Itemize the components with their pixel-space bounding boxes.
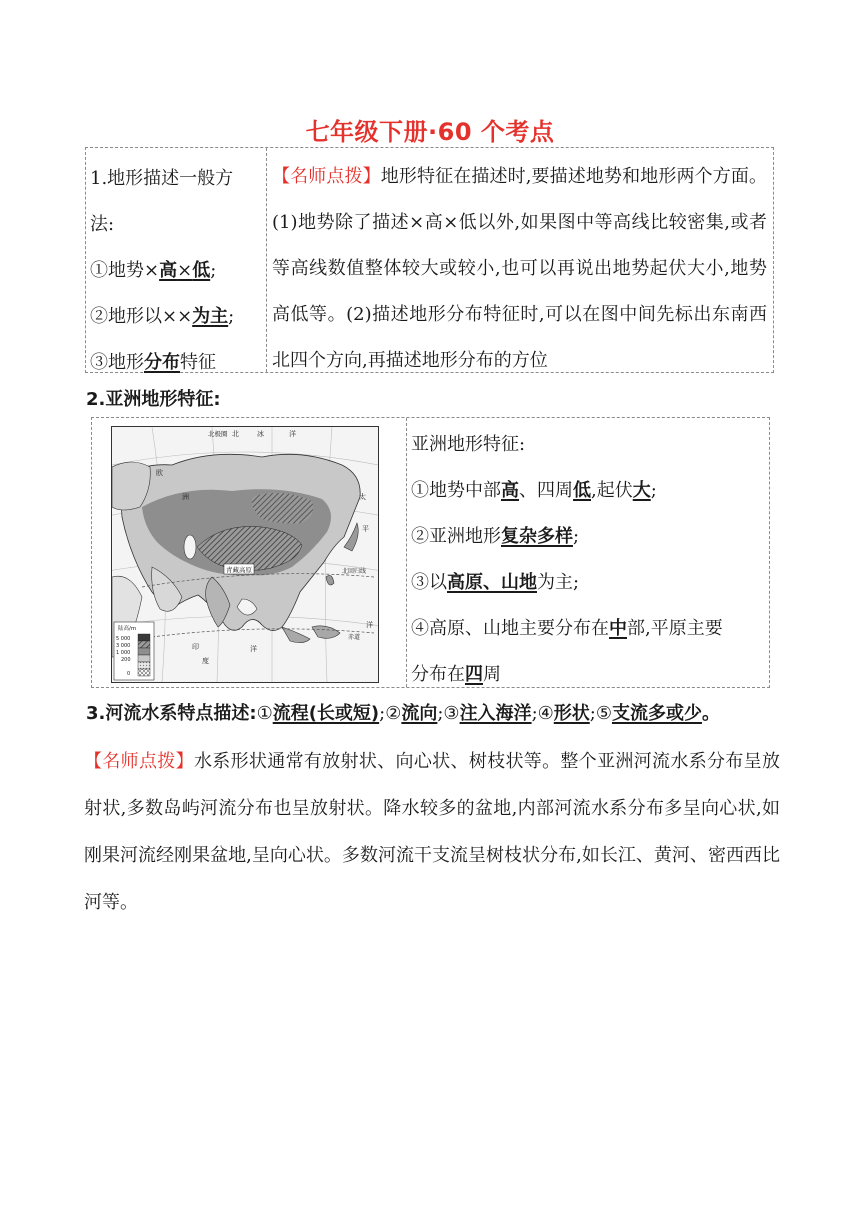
asia-features-cell — [407, 418, 769, 687]
method-line-2: 法: — [90, 214, 115, 235]
legend-value-0: 0 — [127, 671, 131, 677]
method-item-1: ①地势×高×低; — [90, 260, 217, 281]
feature-2: ②亚洲地形复杂多样; — [411, 526, 580, 547]
map-label-europe: 欧 — [156, 469, 163, 477]
section-3-heading: 3.河流水系特点描述: — [86, 703, 257, 724]
method-cell — [86, 148, 267, 372]
method-item-2: ②地形以××为主; — [90, 306, 235, 327]
map-label-indian-3: 洋 — [250, 645, 257, 653]
section-2-heading: 2.亚洲地形特征: — [86, 389, 221, 410]
map-label-continent: 洲 — [182, 493, 189, 501]
legend-value-200: 200 — [121, 657, 131, 663]
legend-title: 陆高/m — [118, 626, 137, 632]
method-line-1: 1.地形描述一般方 — [90, 168, 234, 189]
tip-cell — [267, 148, 773, 372]
map-label-arctic-circle: 北极圈 — [208, 430, 228, 438]
map-label-indian-2: 度 — [202, 657, 209, 665]
map-legend — [114, 622, 154, 680]
map-label-pacific-3: 洋 — [366, 621, 373, 629]
legend-value-5000: 5 000 — [116, 636, 131, 642]
feature-3: ③以高原、山地为主; — [411, 572, 580, 593]
river-tip-paragraph — [84, 738, 780, 926]
answer-high: 高 — [159, 260, 178, 281]
map-label-pacific-1: 太 — [359, 493, 366, 501]
feature-4-cont: 分布在四周 — [411, 664, 501, 685]
map-label-equator: 赤道 — [348, 634, 361, 641]
asia-terrain-map — [111, 426, 379, 683]
river-tip-text: 水系形状通常有放射状、向心状、树枝状等。整个亚洲河流水系分布呈放射状,多数岛屿河流分布也呈放射状。降水较多的盆地,内部河流水系分布多呈向心状,如刚果河流经刚果盆地,呈向心状。多数河流干支流呈树枝状分布,如长江、黄河、密西西比河等。 — [84, 751, 781, 913]
map-label-north-1: 北 — [232, 430, 239, 438]
map-label-north-3: 洋 — [289, 430, 296, 438]
legend-value-3000: 3 000 — [116, 643, 131, 649]
tip-text: 地形特征在描述时,要描述地势和地形两个方面。(1)地势除了描述×高×低以外,如果图中等高线比较密集,或者等高线数值整体较大或较小,也可以再说出地势起伏大小,地势高低等。(2)描述地形分布特征时,可以在图中间先标出东南西北四个方向,再描述地形分布的方位 — [272, 166, 767, 371]
asia-terrain-table — [91, 417, 770, 688]
feature-4: ④高原、山地主要分布在中部,平原主要 — [411, 618, 723, 639]
page-title: 七年级下册·60 个考点 — [305, 118, 555, 146]
answer-distribution: 分布 — [144, 352, 180, 373]
feature-1: ①地势中部高、四周低,起伏大; — [411, 480, 657, 501]
map-label-north-2: 冰 — [257, 430, 264, 438]
map-cell — [92, 418, 407, 687]
features-title: 亚洲地形特征: — [411, 434, 526, 455]
section-3-rivers: 3.河流水系特点描述:①流程(长或短);②流向;③注入海洋;④形状;⑤支流多或少。 — [86, 703, 720, 724]
terrain-description-table — [85, 147, 774, 373]
map-label-pacific-2: 平 — [362, 525, 369, 533]
answer-low: 低 — [192, 260, 211, 281]
method-item-3: ③地形分布特征 — [90, 352, 216, 373]
map-label-plateau: 青藏高原 — [226, 566, 252, 574]
map-label-indian-1: 印 — [192, 643, 199, 651]
tip-label: 【名师点拨】 — [272, 166, 381, 187]
legend-value-1000: 1 000 — [116, 650, 131, 656]
river-tip-label: 【名师点拨】 — [84, 751, 194, 772]
answer-main: 为主 — [192, 306, 229, 327]
map-label-tropic: 北回归线 — [342, 568, 367, 575]
